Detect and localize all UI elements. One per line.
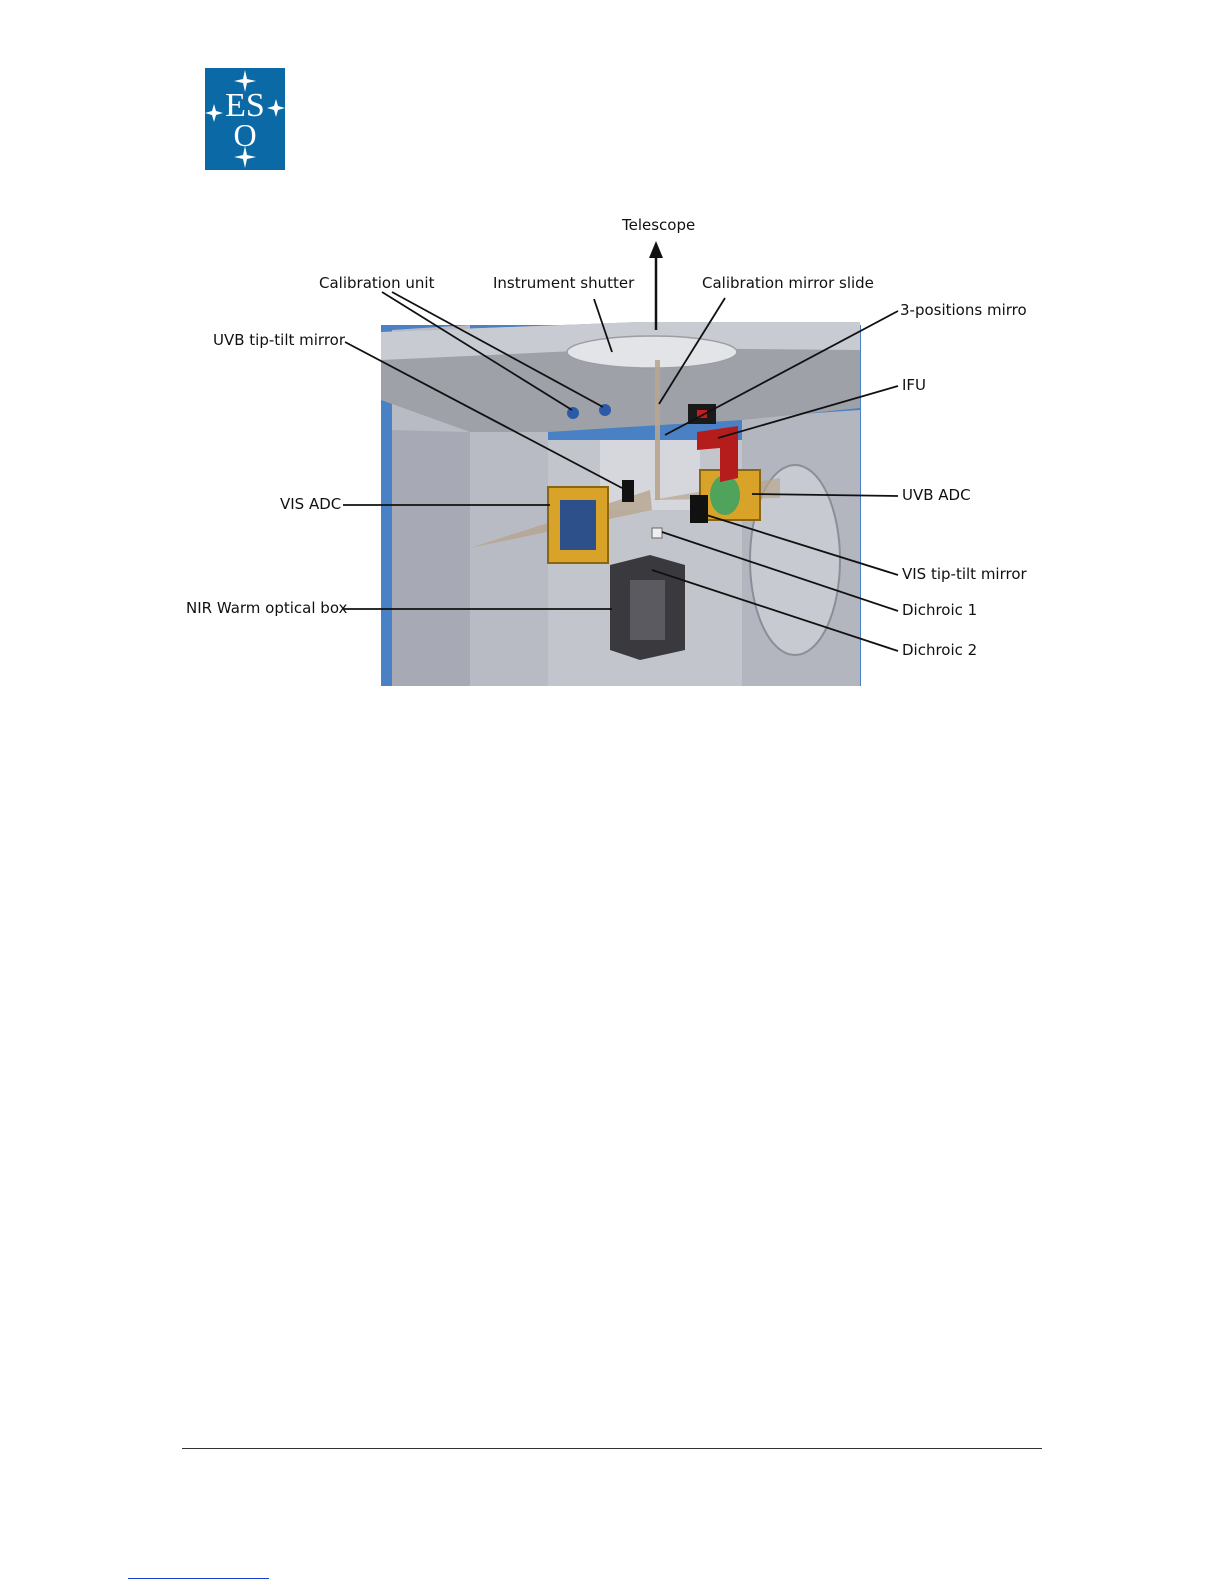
label-telescope: Telescope — [622, 216, 696, 234]
label-ifu: IFU — [902, 376, 927, 394]
label-instrument-shutter: Instrument shutter — [493, 274, 635, 292]
vis-tip-tilt-part — [690, 495, 708, 523]
label-3-positions-mirror: 3-positions mirro — [900, 301, 1027, 319]
label-vis-tip-tilt-mirror: VIS tip-tilt mirror — [902, 565, 1027, 583]
instrument-diagram — [0, 0, 1225, 700]
svg-text:O: O — [233, 117, 257, 153]
label-calibration-mirror-slide: Calibration mirror slide — [702, 274, 874, 292]
label-dichroic-1: Dichroic 1 — [902, 601, 978, 619]
label-uvb-tip-tilt-mirror: UVB tip-tilt mirror — [213, 331, 346, 349]
label-dichroic-2: Dichroic 2 — [902, 641, 978, 659]
label-vis-adc: VIS ADC — [280, 495, 342, 513]
label-nir-warm-optical-box: NIR Warm optical box — [186, 599, 348, 617]
footer-rule — [182, 1448, 1042, 1449]
footer-link-underline[interactable] — [128, 1578, 269, 1579]
label-uvb-adc: UVB ADC — [902, 486, 971, 504]
label-calibration-unit: Calibration unit — [319, 274, 435, 292]
svg-text:ES: ES — [225, 87, 265, 124]
